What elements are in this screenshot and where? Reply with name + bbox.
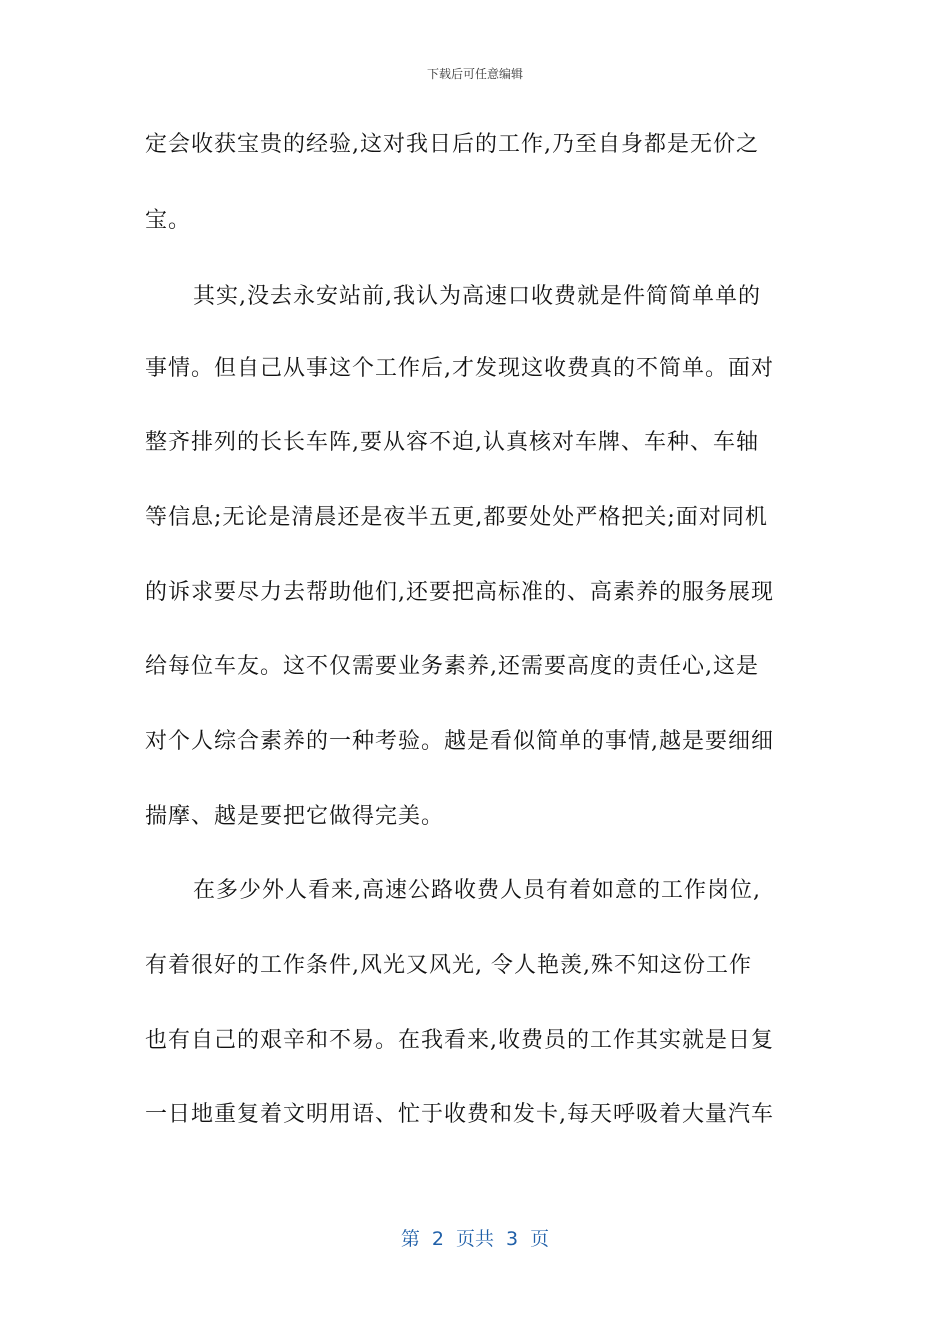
total-pages-number: 3 [506, 1228, 519, 1250]
text-line: 也有自己的艰辛和不易。在我看来,收费员的工作其实就是日复 [145, 1028, 774, 1053]
paragraph-start-line: 其实,没去永安站前,我认为高速口收费就是件简简单单的 [193, 284, 761, 309]
text-line: 的诉求要尽力去帮助他们,还要把高标准的、高素养的服务展现 [145, 580, 774, 605]
page-footer [0, 1226, 950, 1252]
footer-middle: 页共 [455, 1228, 494, 1250]
text-line: 对个人综合素养的一种考验。越是看似简单的事情,越是要细细 [145, 729, 774, 754]
text-line: 等信息;无论是清晨还是夜半五更,都要处处严格把关;面对同机 [145, 505, 768, 530]
text-line: 揣摩、越是要把它做得完美。 [145, 804, 445, 829]
footer-prefix: 第 [400, 1228, 420, 1250]
paragraph-start-line: 在多少外人看来,高速公路收费人员有着如意的工作岗位, [193, 878, 761, 903]
text-line: 给每位车友。这不仅需要业务素养,还需要高度的责任心,这是 [145, 654, 759, 679]
text-line: 有着很好的工作条件,风光又风光, 令人艳羡,殊不知这份工作 [145, 953, 752, 978]
text-line: 宝。 [145, 208, 192, 233]
text-line: 定会收获宝贵的经验,这对我日后的工作,乃至自身都是无价之 [145, 132, 759, 157]
page-header: 下载后可任意编辑 [426, 67, 523, 81]
text-line: 事情。但自己从事这个工作后,才发现这收费真的不简单。面对 [145, 356, 774, 381]
text-line: 一日地重复着文明用语、忙于收费和发卡,每天呼吸着大量汽车 [145, 1102, 774, 1127]
current-page-number: 2 [431, 1228, 444, 1250]
text-line: 整齐排列的长长车阵,要从容不迫,认真核对车牌、车种、车轴 [145, 430, 759, 455]
footer-suffix: 页 [530, 1228, 550, 1250]
